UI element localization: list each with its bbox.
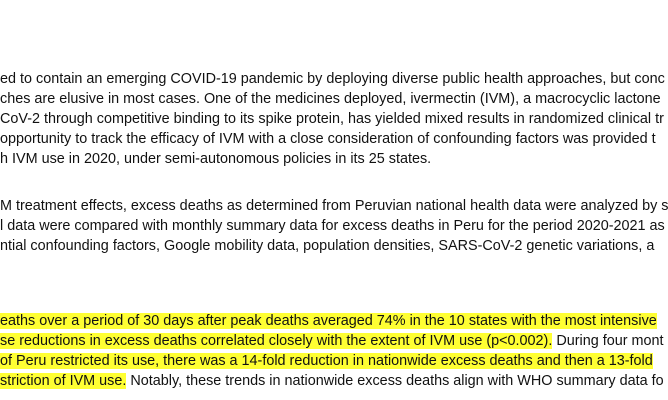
text-line xyxy=(0,372,664,391)
text-run: CoV-2 through competitive binding to its spike protein, has yielded mixed results in randomized clinical tr xyxy=(0,111,664,127)
text-run: ches are elusive in most cases. One of the medicines deployed, ivermectin (IVM), a macrocyclic lactone xyxy=(0,91,661,107)
text-line xyxy=(0,150,431,169)
text-run: opportunity to track the efficacy of IVM with a close consideration of confounding factors was provided t xyxy=(0,131,656,147)
text-run: During four mont xyxy=(552,333,664,349)
text-line xyxy=(0,352,653,371)
text-line xyxy=(0,237,654,256)
text-run: ntial confounding factors, Google mobility data, population densities, SARS-CoV-2 genetic variations, a xyxy=(0,238,655,254)
text-line xyxy=(0,197,668,216)
text-run: ed to contain an emerging COVID-19 pandemic by deploying diverse public health approaches, but conc xyxy=(0,71,665,87)
text-line xyxy=(0,90,661,109)
text-line xyxy=(0,332,664,351)
text-run: h IVM use in 2020, under semi-autonomous policies in its 25 states. xyxy=(0,151,432,167)
text-line xyxy=(0,312,657,331)
highlighted-text: of Peru restricted its use, there was a 14-fold reduction in nationwide excess deaths and then a 13-fold xyxy=(0,353,653,369)
text-run: l data were compared with monthly summary data for excess deaths in Peru for the period 2020-2021 as xyxy=(0,218,665,234)
highlighted-text: striction of IVM use. xyxy=(0,373,127,389)
text-line xyxy=(0,70,665,89)
text-line xyxy=(0,217,665,236)
text-run: Notably, these trends in nationwide excess deaths align with WHO summary data fo xyxy=(126,373,664,389)
highlighted-text: eaths over a period of 30 days after peak deaths averaged 74% in the 10 states with the most intensive xyxy=(0,313,657,329)
text-run: M treatment effects, excess deaths as determined from Peruvian national health data were analyzed by s xyxy=(0,198,668,214)
text-line xyxy=(0,110,664,129)
text-line xyxy=(0,130,656,149)
highlighted-text: se reductions in excess deaths correlated closely with the extent of IVM use (p<0.002). xyxy=(0,333,553,349)
